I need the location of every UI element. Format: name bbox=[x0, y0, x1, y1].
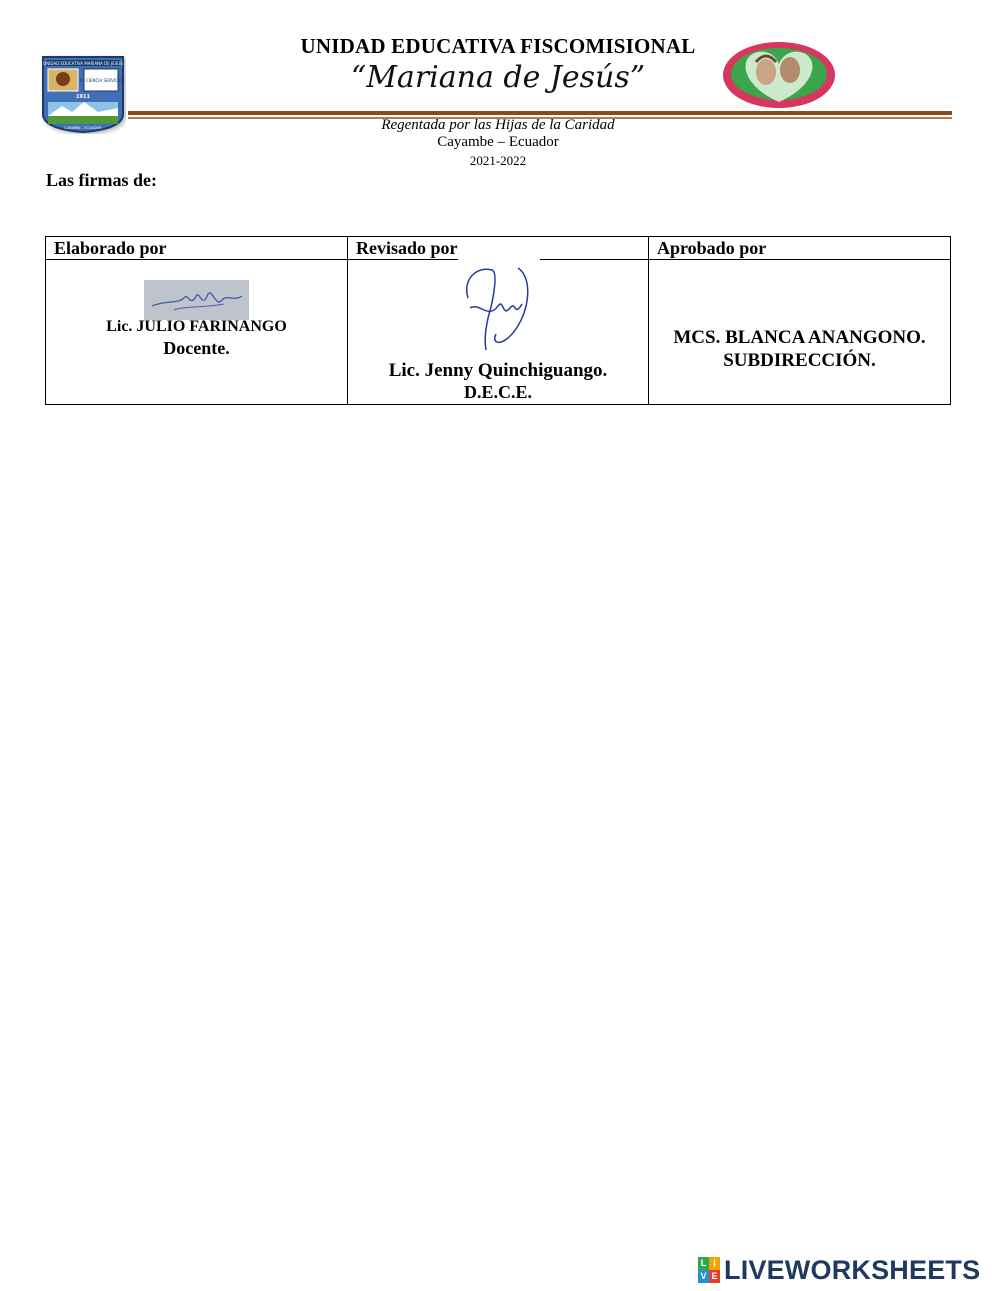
brand-letter-l: L bbox=[698, 1257, 709, 1270]
cell-approved bbox=[649, 260, 951, 405]
brand-letter-v: V bbox=[698, 1270, 709, 1283]
approved-role: SUBDIRECCIÓN. bbox=[723, 350, 876, 371]
header-elaborated: Elaborado por bbox=[46, 237, 348, 260]
logo-motto: FE CIENCIA SERVICIO bbox=[79, 78, 123, 83]
institution-type: UNIDAD EDUCATIVA FISCOMISIONAL bbox=[300, 34, 696, 58]
patron-heart-logo bbox=[720, 40, 838, 110]
brand-name: LIVEWORKSHEETS bbox=[724, 1254, 981, 1285]
header-approved: Aprobado por bbox=[649, 237, 951, 260]
brand-letter-e: E bbox=[709, 1270, 720, 1283]
institution-name: “Mariana de Jesús” bbox=[350, 60, 646, 95]
table-header-row bbox=[46, 237, 951, 260]
reviewed-name: Lic. Jenny Quinchiguango. bbox=[388, 360, 608, 381]
signatures-table bbox=[45, 236, 951, 405]
logo-banner: CAYAMBE - ECUADOR bbox=[64, 126, 102, 130]
cell-reviewed bbox=[348, 260, 649, 405]
location: Cayambe – Ecuador bbox=[437, 134, 559, 150]
liveworksheets-logo-icon bbox=[698, 1257, 720, 1283]
elaborated-name: Lic. JULIO FARINANGO bbox=[106, 318, 287, 335]
signature-image-elaborated bbox=[144, 280, 249, 320]
logo-year: 1911 bbox=[76, 94, 90, 100]
table-row bbox=[46, 260, 951, 405]
elaborated-role: Docente. bbox=[163, 338, 230, 358]
administered-by: Regentada por las Hijas de la Caridad bbox=[381, 117, 615, 133]
school-crest-logo bbox=[40, 54, 126, 134]
school-year: 2021-2022 bbox=[469, 153, 527, 168]
liveworksheets-brand[interactable] bbox=[698, 1254, 980, 1286]
cell-elaborated bbox=[46, 260, 348, 405]
approved-name: MCS. BLANCA ANANGONO. bbox=[673, 327, 926, 348]
header-reviewed: Revisado por bbox=[348, 237, 649, 260]
header-rule-thick bbox=[128, 111, 952, 115]
signature-image-reviewed bbox=[458, 258, 540, 358]
brand-letter-i: I bbox=[709, 1257, 720, 1270]
reviewed-role: D.E.C.E. bbox=[463, 382, 532, 402]
logo-text-top: UNIDAD EDUCATIVA MARIANA DE JESÚS bbox=[43, 61, 123, 66]
signatures-label: Las firmas de: bbox=[46, 170, 157, 190]
